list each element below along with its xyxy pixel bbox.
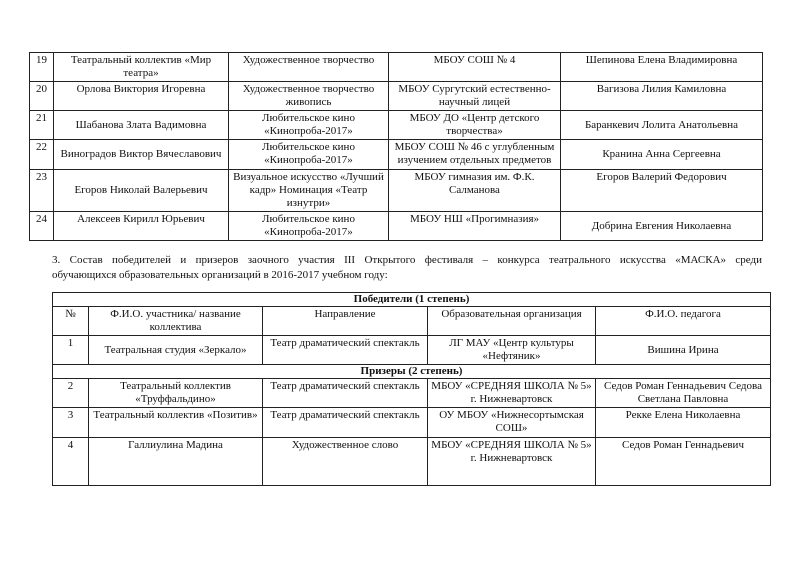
cell-num: 1: [53, 336, 89, 365]
cell-org: МБОУ ДО «Центр детского творчества»: [389, 111, 561, 140]
winners-band: Победители (1 степень): [53, 293, 771, 307]
cell-direction: Театр драматический спектакль: [263, 379, 428, 408]
cell-direction: Художественное слово: [263, 438, 428, 486]
cell-direction: Художественное творчество: [229, 53, 389, 82]
cell-name: Виноградов Виктор Вячеславович: [54, 140, 229, 170]
header-teacher: Ф.И.О. педагога: [596, 307, 771, 336]
cell-org: МБОУ Сургутский естественно-научный лицей: [389, 82, 561, 111]
table-row: [30, 82, 763, 111]
cell-num: 22: [30, 140, 54, 170]
cell-num: 2: [53, 379, 89, 408]
cell-org: МБОУ «СРЕДНЯЯ ШКОЛА № 5» г. Нижневартовск: [428, 379, 596, 408]
cell-org: ОУ МБОУ «Нижнесортымская СОШ»: [428, 408, 596, 438]
cell-num: 19: [30, 53, 54, 82]
cell-num: 23: [30, 170, 54, 212]
header-num: №: [53, 307, 89, 336]
cell-name: Галлиулина Мадина: [89, 438, 263, 486]
table-row: [30, 53, 763, 82]
cell-teacher: Егоров Валерий Федорович: [561, 170, 763, 212]
cell-org: МБОУ НШ «Прогимназия»: [389, 212, 561, 241]
cell-org: МБОУ «СРЕДНЯЯ ШКОЛА № 5» г. Нижневартовск: [428, 438, 596, 486]
cell-num: 4: [53, 438, 89, 486]
cell-org: МБОУ СОШ № 4: [389, 53, 561, 82]
cell-direction: Визуальное искусство «Лучший кадр» Номинация «Театр изнутри»: [229, 170, 389, 212]
table-row: [53, 379, 771, 408]
paragraph-line-2: обучающихся образовательных организаций в 2016-2017 учебном году:: [52, 269, 388, 281]
participants-table-continued: [29, 52, 763, 241]
cell-direction: Любительское кино «Кинопроба-2017»: [229, 111, 389, 140]
cell-direction: Художественное творчество живопись: [229, 82, 389, 111]
cell-teacher: Вишина Ирина: [596, 336, 771, 365]
cell-name: Театральный коллектив «Труффальдино»: [89, 379, 263, 408]
cell-num: 24: [30, 212, 54, 241]
paragraph-line-1: 3. Состав победителей и призеров заочного участия III Открытого фестиваля – конкурса театрального искусства «МАСКА» среди: [52, 254, 762, 266]
cell-num: 21: [30, 111, 54, 140]
cell-name: Алексеев Кирилл Юрьевич: [54, 212, 229, 241]
cell-teacher: Кранина Анна Сергеевна: [561, 140, 763, 170]
cell-name: Театральная студия «Зеркало»: [89, 336, 263, 365]
cell-num: 20: [30, 82, 54, 111]
table-row: [53, 408, 771, 438]
cell-teacher: Седов Роман Геннадьевич: [596, 438, 771, 486]
section-3-paragraph: [52, 253, 762, 283]
cell-name: Орлова Виктория Игоревна: [54, 82, 229, 111]
cell-num: 3: [53, 408, 89, 438]
header-org: Образовательная организация: [428, 307, 596, 336]
cell-direction: Театр драматический спектакль: [263, 408, 428, 438]
cell-teacher: Вагизова Лилия Камиловна: [561, 82, 763, 111]
cell-name: Егоров Николай Валерьевич: [54, 170, 229, 212]
prizes-band: Призеры (2 степень): [53, 365, 771, 379]
table-row: [30, 212, 763, 241]
cell-teacher: Баранкевич Лолита Анатольевна: [561, 111, 763, 140]
table-row: [53, 438, 771, 486]
cell-direction: Любительское кино «Кинопроба-2017»: [229, 140, 389, 170]
table-row: [30, 170, 763, 212]
table-row: [30, 111, 763, 140]
winners-table: [52, 292, 771, 486]
header-name: Ф.И.О. участника/ название коллектива: [89, 307, 263, 336]
header-direction: Направление: [263, 307, 428, 336]
cell-name: Театральный коллектив «Позитив»: [89, 408, 263, 438]
cell-name: Театральный коллектив «Мир театра»: [54, 53, 229, 82]
cell-teacher: Рекке Елена Николаевна: [596, 408, 771, 438]
cell-teacher: Добрина Евгения Николаевна: [561, 212, 763, 241]
cell-teacher: Седов Роман Геннадьевич Седова Светлана Павловна: [596, 379, 771, 408]
table-row: [30, 140, 763, 170]
table-row: [53, 336, 771, 365]
cell-direction: Любительское кино «Кинопроба-2017»: [229, 212, 389, 241]
cell-name: Шабанова Злата Вадимовна: [54, 111, 229, 140]
cell-org: МБОУ гимназия им. Ф.К. Салманова: [389, 170, 561, 212]
cell-direction: Театр драматический спектакль: [263, 336, 428, 365]
cell-teacher: Шепинова Елена Владимировна: [561, 53, 763, 82]
cell-org: ЛГ МАУ «Центр культуры «Нефтяник»: [428, 336, 596, 365]
cell-org: МБОУ СОШ № 46 с углубленным изучением отдельных предметов: [389, 140, 561, 170]
